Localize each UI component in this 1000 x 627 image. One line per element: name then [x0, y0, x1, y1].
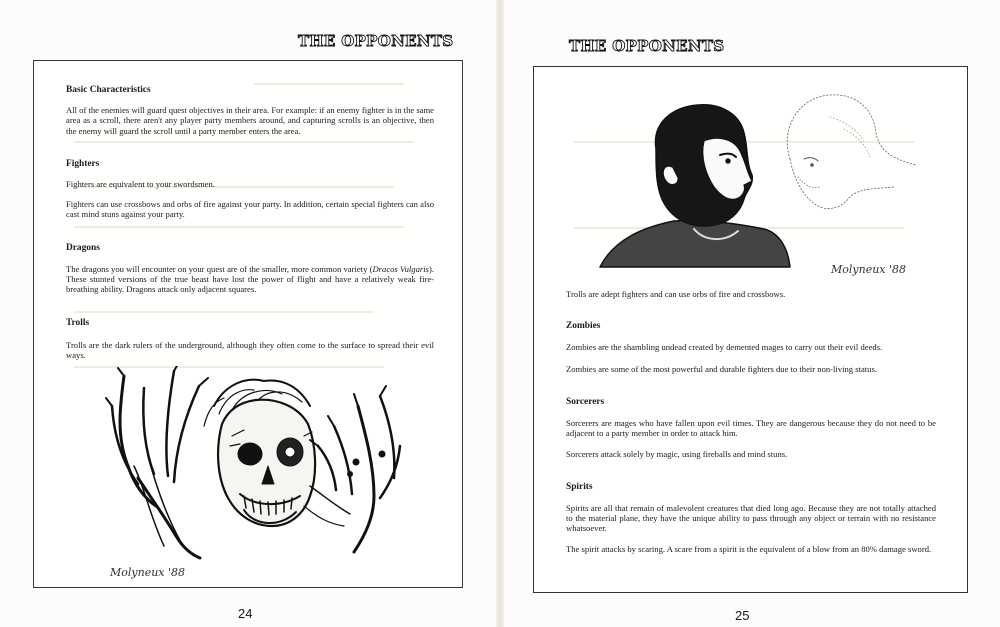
basic-paragraph: All of the enemies will guard quest objectives in their area. For example: if an enemy fighter is in the same area as a scroll, there aren't any player party members around, and capturing scrolls is an objective, then the enemy will guard the scroll until a party member enters the area.: [66, 105, 434, 136]
artist-signature: Molyneux '88: [110, 566, 186, 579]
fighters-paragraph-1: Fighters are equivalent to your swordsmen.: [66, 179, 215, 190]
left-page: [0, 0, 497, 627]
artist-signature: Molyneux '88: [831, 263, 907, 276]
content-frame: [533, 66, 968, 593]
spirits-paragraph-2: The spirit attacks by scaring. A scare from a spirit is the equivalent of a blow from an 80% damage sword.: [566, 544, 932, 555]
zombie-claws-illustration: [104, 366, 404, 561]
content-frame: [33, 60, 463, 588]
right-page: [503, 0, 1000, 627]
fighters-paragraph-2: Fighters can use crossbows and orbs of fire against your party. In addition, certain special fighters can also cast mind stuns against your party.: [66, 199, 434, 220]
dragons-paragraph: [66, 264, 434, 295]
trolls-paragraph: Trolls are the dark rulers of the underground, although they often come to the surface to spread their evil ways.: [66, 339, 434, 360]
section-heading-spirits: Spirits: [566, 481, 593, 492]
dragons-text-part: The dragons you will encounter on your quest are of the smaller, more common variety (: [66, 263, 373, 274]
dragons-text-part: ). These stunted versions of the true beast have lost the power of flight and have a relatively weak fire-breathing ability. Dragons attack only adjacent squares.: [66, 263, 434, 295]
page-number: 24: [238, 606, 253, 621]
sorcerers-paragraph-1: Sorcerers are mages who have fallen upon evil times. They are dangerous because they do not need to be adjacent to a party member in order to attack him.: [566, 418, 936, 439]
section-heading-basic: Basic Characteristics: [66, 85, 151, 95]
section-heading-sorcerers: Sorcerers: [566, 396, 605, 407]
zombies-paragraph-1: Zombies are the shambling undead created by demented mages to carry out their evil deeds.: [566, 342, 883, 353]
section-heading-fighters: Fighters: [66, 158, 100, 169]
text-column: [566, 289, 936, 555]
page-number: 25: [735, 608, 750, 623]
section-heading-zombies: Zombies: [566, 321, 601, 332]
illustration-caption: Trolls are adept fighters and can use orbs of fire and crossbows.: [566, 289, 786, 299]
zombies-paragraph-2: Zombies are some of the most powerful and durable fighters due to their non-living status.: [566, 363, 877, 374]
troll-and-spirit-illustration: [594, 89, 924, 279]
section-heading-trolls: Trolls: [66, 318, 90, 329]
section-heading-dragons: Dragons: [66, 242, 100, 253]
text-column: [66, 85, 434, 360]
sorcerers-paragraph-2: Sorcerers attack solely by magic, using fireballs and mind stuns.: [566, 449, 788, 460]
page-header: THE OPPONENTS: [569, 37, 725, 55]
page-header: THE OPPONENTS: [298, 32, 454, 50]
species-name: Dracos Vulgaris: [372, 263, 429, 274]
spirits-paragraph-1: Spirits are all that remain of malevolent creatures that died long ago. Because they are not totally attached to the material plane, they have the unique ability to pass through any object or terrain with no resistance whatsoever.: [566, 502, 936, 534]
